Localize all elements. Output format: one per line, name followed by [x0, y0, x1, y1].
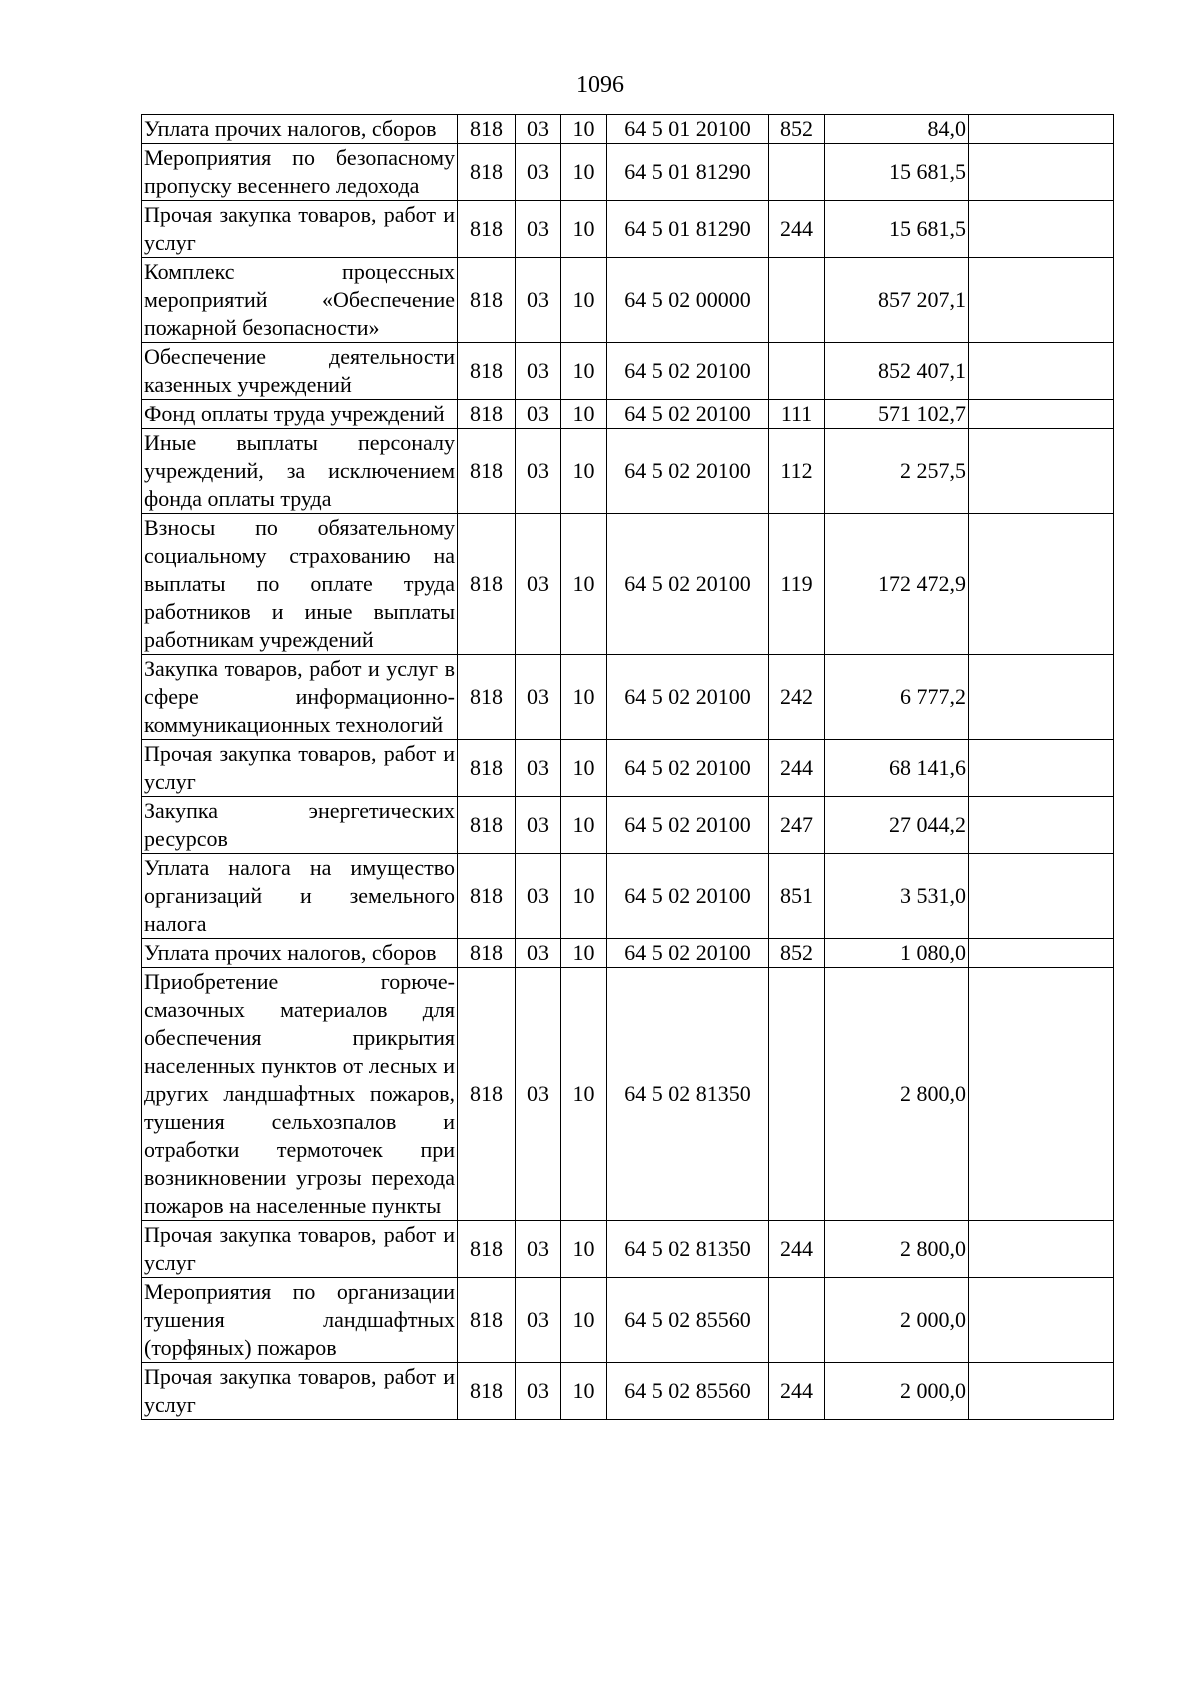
table-row [142, 1363, 1114, 1420]
row-target-article: 64 5 02 20100 [607, 400, 769, 429]
row-extra [969, 1221, 1114, 1278]
table-row [142, 968, 1114, 1221]
row-subsection: 10 [561, 655, 607, 740]
row-amount: 27 044,2 [825, 797, 969, 854]
row-extra [969, 115, 1114, 144]
row-grbs: 818 [458, 968, 516, 1221]
row-grbs: 818 [458, 1278, 516, 1363]
row-name: Прочая закупка товаров, работ и услуг [142, 201, 458, 258]
row-section: 03 [516, 429, 561, 514]
row-expense-type: 851 [769, 854, 825, 939]
row-expense-type [769, 258, 825, 343]
table-row [142, 343, 1114, 400]
table-row [142, 1221, 1114, 1278]
row-extra [969, 343, 1114, 400]
row-extra [969, 1278, 1114, 1363]
row-expense-type: 111 [769, 400, 825, 429]
row-extra [969, 1363, 1114, 1420]
row-expense-type: 244 [769, 201, 825, 258]
row-extra [969, 258, 1114, 343]
row-subsection: 10 [561, 400, 607, 429]
row-expense-type [769, 968, 825, 1221]
row-expense-type: 119 [769, 514, 825, 655]
row-amount: 15 681,5 [825, 144, 969, 201]
row-extra [969, 854, 1114, 939]
row-amount: 68 141,6 [825, 740, 969, 797]
row-section: 03 [516, 115, 561, 144]
row-amount: 571 102,7 [825, 400, 969, 429]
row-target-article: 64 5 01 20100 [607, 115, 769, 144]
table-row [142, 1278, 1114, 1363]
row-grbs: 818 [458, 258, 516, 343]
row-name: Иные выплаты персоналу учреждений, за исключением фонда оплаты труда [142, 429, 458, 514]
row-grbs: 818 [458, 655, 516, 740]
table-row [142, 429, 1114, 514]
row-name: Прочая закупка товаров, работ и услуг [142, 1221, 458, 1278]
row-amount: 3 531,0 [825, 854, 969, 939]
row-grbs: 818 [458, 797, 516, 854]
row-section: 03 [516, 1363, 561, 1420]
row-section: 03 [516, 939, 561, 968]
row-section: 03 [516, 400, 561, 429]
row-target-article: 64 5 02 20100 [607, 854, 769, 939]
row-name: Фонд оплаты труда учреждений [142, 400, 458, 429]
row-expense-type: 852 [769, 115, 825, 144]
table-row [142, 400, 1114, 429]
table-row [142, 740, 1114, 797]
row-amount: 2 800,0 [825, 968, 969, 1221]
table-row [142, 797, 1114, 854]
row-extra [969, 144, 1114, 201]
row-name: Мероприятия по безопасному пропуску весеннего ледохода [142, 144, 458, 201]
row-section: 03 [516, 514, 561, 655]
row-expense-type [769, 1278, 825, 1363]
row-section: 03 [516, 655, 561, 740]
row-target-article: 64 5 02 20100 [607, 939, 769, 968]
row-grbs: 818 [458, 514, 516, 655]
row-amount: 6 777,2 [825, 655, 969, 740]
row-name: Приобретение горюче-смазочных материалов для обеспечения прикрытия населенных пунктов от лесных и других ландшафтных пожаров, тушения сельхозпалов и отработки термоточек при возникновении угрозы перехода пожаров на населенные пункты [142, 968, 458, 1221]
row-subsection: 10 [561, 939, 607, 968]
row-grbs: 818 [458, 400, 516, 429]
row-grbs: 818 [458, 144, 516, 201]
row-target-article: 64 5 02 20100 [607, 655, 769, 740]
row-target-article: 64 5 02 81350 [607, 968, 769, 1221]
row-section: 03 [516, 854, 561, 939]
row-amount: 2 000,0 [825, 1363, 969, 1420]
table-row [142, 115, 1114, 144]
row-section: 03 [516, 740, 561, 797]
row-target-article: 64 5 02 81350 [607, 1221, 769, 1278]
row-name: Закупка товаров, работ и услуг в сфере информационно-коммуникационных технологий [142, 655, 458, 740]
row-grbs: 818 [458, 740, 516, 797]
row-grbs: 818 [458, 429, 516, 514]
table-row [142, 939, 1114, 968]
row-target-article: 64 5 02 20100 [607, 797, 769, 854]
row-name: Комплекс процессных мероприятий «Обеспечение пожарной безопасности» [142, 258, 458, 343]
table-row [142, 514, 1114, 655]
row-extra [969, 429, 1114, 514]
row-name: Мероприятия по организации тушения ландшафтных (торфяных) пожаров [142, 1278, 458, 1363]
row-target-article: 64 5 02 00000 [607, 258, 769, 343]
row-subsection: 10 [561, 797, 607, 854]
row-extra [969, 400, 1114, 429]
row-amount: 852 407,1 [825, 343, 969, 400]
row-section: 03 [516, 258, 561, 343]
row-section: 03 [516, 968, 561, 1221]
row-subsection: 10 [561, 968, 607, 1221]
row-subsection: 10 [561, 514, 607, 655]
row-subsection: 10 [561, 1278, 607, 1363]
row-extra [969, 655, 1114, 740]
row-amount: 15 681,5 [825, 201, 969, 258]
table-row [142, 201, 1114, 258]
row-subsection: 10 [561, 1363, 607, 1420]
row-grbs: 818 [458, 1221, 516, 1278]
row-expense-type: 242 [769, 655, 825, 740]
row-grbs: 818 [458, 201, 516, 258]
row-target-article: 64 5 02 20100 [607, 514, 769, 655]
row-subsection: 10 [561, 429, 607, 514]
row-amount: 2 257,5 [825, 429, 969, 514]
table-row [142, 144, 1114, 201]
page-number: 1096 [576, 72, 624, 98]
row-grbs: 818 [458, 343, 516, 400]
row-target-article: 64 5 02 85560 [607, 1278, 769, 1363]
row-section: 03 [516, 144, 561, 201]
row-expense-type: 852 [769, 939, 825, 968]
row-section: 03 [516, 797, 561, 854]
row-grbs: 818 [458, 939, 516, 968]
row-section: 03 [516, 343, 561, 400]
row-amount: 84,0 [825, 115, 969, 144]
table-row [142, 258, 1114, 343]
row-target-article: 64 5 01 81290 [607, 144, 769, 201]
row-expense-type: 244 [769, 1221, 825, 1278]
row-amount: 1 080,0 [825, 939, 969, 968]
row-section: 03 [516, 201, 561, 258]
row-target-article: 64 5 02 20100 [607, 343, 769, 400]
row-expense-type: 244 [769, 740, 825, 797]
row-grbs: 818 [458, 115, 516, 144]
row-name: Закупка энергетических ресурсов [142, 797, 458, 854]
row-grbs: 818 [458, 1363, 516, 1420]
row-section: 03 [516, 1278, 561, 1363]
row-subsection: 10 [561, 854, 607, 939]
row-subsection: 10 [561, 740, 607, 797]
row-grbs: 818 [458, 854, 516, 939]
row-amount: 2 000,0 [825, 1278, 969, 1363]
table-row [142, 854, 1114, 939]
row-expense-type [769, 343, 825, 400]
row-name: Уплата прочих налогов, сборов [142, 115, 458, 144]
row-target-article: 64 5 01 81290 [607, 201, 769, 258]
row-name: Обеспечение деятельности казенных учреждений [142, 343, 458, 400]
row-extra [969, 740, 1114, 797]
row-extra [969, 939, 1114, 968]
row-expense-type: 247 [769, 797, 825, 854]
row-extra [969, 201, 1114, 258]
row-amount: 172 472,9 [825, 514, 969, 655]
row-subsection: 10 [561, 343, 607, 400]
row-section: 03 [516, 1221, 561, 1278]
row-target-article: 64 5 02 20100 [607, 740, 769, 797]
row-target-article: 64 5 02 85560 [607, 1363, 769, 1420]
row-extra [969, 514, 1114, 655]
row-name: Уплата прочих налогов, сборов [142, 939, 458, 968]
row-expense-type: 112 [769, 429, 825, 514]
row-name: Взносы по обязательному социальному страхованию на выплаты по оплате труда работников и иные выплаты работникам учреждений [142, 514, 458, 655]
row-target-article: 64 5 02 20100 [607, 429, 769, 514]
row-extra [969, 968, 1114, 1221]
row-amount: 857 207,1 [825, 258, 969, 343]
row-subsection: 10 [561, 1221, 607, 1278]
row-amount: 2 800,0 [825, 1221, 969, 1278]
row-subsection: 10 [561, 258, 607, 343]
row-subsection: 10 [561, 144, 607, 201]
row-expense-type [769, 144, 825, 201]
row-name: Уплата налога на имущество организаций и земельного налога [142, 854, 458, 939]
row-name: Прочая закупка товаров, работ и услуг [142, 1363, 458, 1420]
row-extra [969, 797, 1114, 854]
row-subsection: 10 [561, 201, 607, 258]
row-expense-type: 244 [769, 1363, 825, 1420]
table-row [142, 655, 1114, 740]
row-subsection: 10 [561, 115, 607, 144]
budget-table [141, 114, 1114, 1420]
row-name: Прочая закупка товаров, работ и услуг [142, 740, 458, 797]
